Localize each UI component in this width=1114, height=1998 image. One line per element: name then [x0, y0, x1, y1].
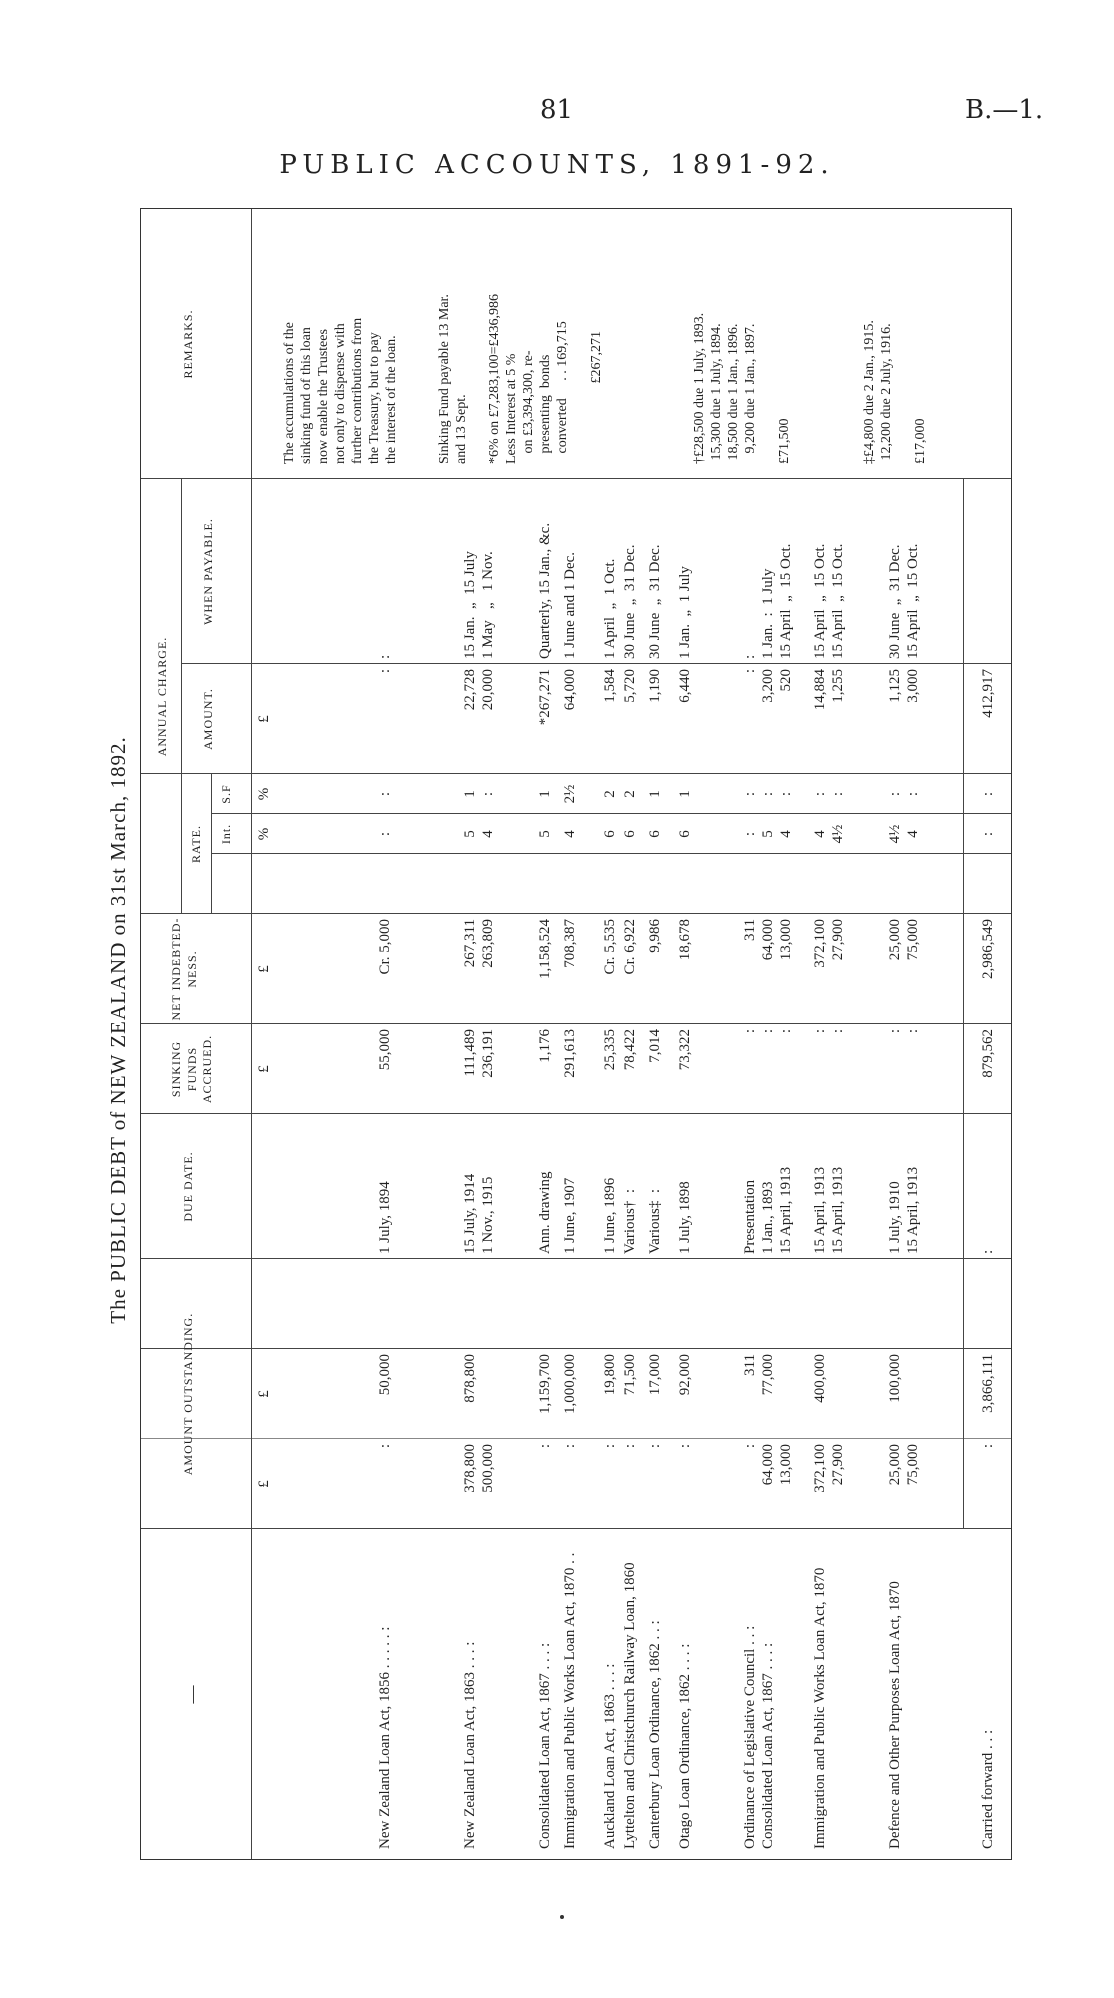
- row-net: 708,387: [562, 919, 578, 968]
- row-when: 1 April „ 1 Oct.: [602, 558, 618, 659]
- row-sf: : :: [812, 791, 846, 797]
- row-name: New Zealand Loan Act, 1863 . . . :: [462, 1641, 478, 1849]
- remark-2: Sinking Fund payable 13 Mar. and 13 Sept.: [437, 294, 469, 464]
- row-due: 1 July, 1910 15 April, 1913: [887, 1166, 921, 1254]
- row-int: :: [377, 831, 393, 837]
- remark-1: The accumulations of the sinking fund of this loan now enable the Trustees not only to dispense with further contributions from the Treasury, but to pay the interest of the loan.: [282, 317, 399, 464]
- row-int: 5 4: [462, 830, 496, 838]
- row-when: : 1 Jan. : 1 July 15 April „ 15 Oct.: [742, 543, 794, 659]
- row-net: 18,678: [677, 919, 693, 961]
- header-amount-outstanding: AMOUNT OUTSTANDING.: [181, 1312, 195, 1476]
- row-due: 15 April, 1913 15 April, 1913: [812, 1166, 846, 1254]
- unit-pound: £: [256, 1065, 272, 1073]
- row-outstanding: 400,000: [812, 1354, 828, 1403]
- header-amount: AMOUNT.: [201, 688, 215, 750]
- row-when: 1 June and 1 Dec.: [562, 551, 578, 659]
- row-name: Otago Loan Ordinance, 1862 . . . :: [677, 1643, 693, 1849]
- row-sinking: 1,176: [537, 1029, 553, 1063]
- row-sf: 1: [677, 790, 693, 798]
- header-loan: —: [182, 1684, 202, 1704]
- row-int: 5: [537, 830, 553, 838]
- header-net-indebtedness: NET INDEBTED-NESS.: [169, 917, 199, 1021]
- section-code: B.—1.: [965, 95, 1044, 125]
- row-sinking: : :: [887, 1029, 921, 1034]
- row-sf: : : :: [742, 791, 794, 797]
- row-due: Presentation 1 Jan., 1893 15 April, 1913: [742, 1166, 794, 1254]
- header-when-payable: WHEN PAYABLE.: [201, 518, 215, 625]
- row-sub: :: [677, 1444, 693, 1449]
- row-amount: :: [377, 669, 393, 674]
- row-sf: : :: [887, 791, 921, 797]
- row-sf: 1 :: [462, 790, 496, 798]
- row-amount: 22,728 20,000: [462, 669, 496, 711]
- unit-pound: £: [256, 965, 272, 973]
- row-net: Cr. 6,922: [622, 919, 638, 975]
- header-remarks: REMARKS.: [181, 309, 195, 379]
- row-name: New Zealand Loan Act, 1856 . . . . . :: [377, 1626, 393, 1849]
- row-due: 1 June, 1896: [602, 1177, 618, 1254]
- table-frame: [140, 208, 1012, 1860]
- row-amount: 5,720: [622, 669, 638, 703]
- row-outstanding: 878,800: [462, 1354, 478, 1403]
- row-sub: 372,100 27,900: [812, 1444, 846, 1493]
- row-name: Consolidated Loan Act, 1867 . . . :: [537, 1642, 553, 1849]
- row-sf: 1: [647, 790, 663, 798]
- row-amount: 1,125 3,000: [887, 669, 921, 703]
- row-name: Defence and Other Purposes Loan Act, 1870: [887, 1581, 903, 1849]
- row-net: Cr. 5,000: [377, 919, 393, 975]
- row-sub: :: [602, 1444, 618, 1449]
- public-debt-table: [100, 200, 1020, 1860]
- row-when: 30 June „ 31 Dec.: [647, 544, 663, 659]
- unit-pound: £: [256, 1480, 272, 1488]
- row-net: 25,000 75,000: [887, 919, 921, 961]
- row-amount: 1,584: [602, 669, 618, 703]
- row-amount: 1,190: [647, 669, 663, 703]
- row-outstanding: 50,000: [377, 1354, 393, 1396]
- row-when: 15 Jan. „ 15 July 1 May „ 1 Nov.: [462, 551, 496, 659]
- unit-pound: £: [256, 1390, 272, 1398]
- row-amount: 14,884 1,255: [812, 669, 846, 711]
- row-name: Immigration and Public Works Loan Act, 1870: [812, 1567, 828, 1849]
- row-when: 1 Jan. „ 1 July: [677, 566, 693, 659]
- stray-mark: [560, 1915, 564, 1919]
- table-title: The PUBLIC DEBT of NEW ZEALAND on 31st March, 1892.: [106, 736, 130, 1324]
- row-due: 1 July, 1898: [677, 1181, 693, 1254]
- row-int: 6: [677, 830, 693, 838]
- row-outstanding: 1,000,000: [562, 1354, 578, 1414]
- row-net: 311 64,000 13,000: [742, 919, 794, 961]
- row-int: 6: [622, 830, 638, 838]
- total-due: :: [980, 1249, 996, 1254]
- row-when: 30 June „ 31 Dec.: [622, 544, 638, 659]
- row-sub: :: [562, 1444, 578, 1449]
- rotated-table-container: [100, 200, 1020, 1860]
- row-amount: : 3,200 520: [742, 669, 794, 703]
- row-int: 4 4½: [812, 824, 846, 844]
- row-when: 30 June „ 31 Dec. 15 April „ 15 Oct.: [887, 543, 921, 659]
- row-int: 4: [562, 830, 578, 838]
- row-outstanding: 71,500: [622, 1354, 638, 1396]
- row-sinking: 291,613: [562, 1029, 578, 1078]
- row-sub: 25,000 75,000: [887, 1444, 921, 1486]
- row-due: Various† :: [622, 1189, 638, 1254]
- row-net: Cr. 5,535: [602, 919, 618, 975]
- row-amount: *267,271: [537, 669, 553, 726]
- row-sf: 2: [622, 790, 638, 798]
- row-sinking: : :: [812, 1029, 846, 1034]
- total-sf: :: [980, 791, 996, 797]
- row-amount: 6,440: [677, 669, 693, 703]
- total-name: Carried forward . . :: [980, 1729, 996, 1849]
- row-sub: 378,800 500,000: [462, 1444, 496, 1493]
- unit-percent: %: [256, 827, 272, 841]
- row-sf: 2½: [562, 784, 578, 804]
- total-sub: :: [980, 1444, 996, 1449]
- row-when: 15 April „ 15 Oct. 15 April „ 15 Oct.: [812, 543, 846, 659]
- row-due: Ann. drawing: [537, 1171, 553, 1254]
- row-amount: 64,000: [562, 669, 578, 711]
- page-number: 81: [540, 95, 574, 125]
- row-sinking: : : :: [742, 1029, 794, 1034]
- unit-pound: £: [256, 715, 272, 723]
- header-sinking-funds: SINKING FUNDS ACCRUED.: [169, 1034, 215, 1104]
- row-outstanding: 17,000: [647, 1354, 663, 1396]
- total-amount: 412,917: [980, 669, 996, 718]
- row-net: 1,158,524: [537, 919, 553, 979]
- row-outstanding: 1,159,700: [537, 1354, 553, 1414]
- row-int: : 5 4: [742, 830, 794, 838]
- row-sf: 2: [602, 790, 618, 798]
- row-name: Lyttelton and Christchurch Railway Loan, 1860: [622, 1562, 638, 1849]
- row-net: 9,986: [647, 919, 663, 953]
- total-outstanding: 3,866,111: [980, 1354, 996, 1413]
- remark-4: †£28,500 due 1 July, 1893. 15,300 due 1 July, 1894. 18,500 due 1 Jan., 1896. 9,200 due 1 Jan., 1897. £71,500: [692, 312, 792, 464]
- row-outstanding: 100,000: [887, 1354, 903, 1403]
- row-sf: 1: [537, 790, 553, 798]
- row-int: 4½ 4: [887, 824, 921, 844]
- row-outstanding: 92,000: [677, 1354, 693, 1396]
- row-name: Immigration and Public Works Loan Act, 1870 . .: [562, 1552, 578, 1849]
- row-due: 1 July, 1894: [377, 1181, 393, 1254]
- header-annual-charge: ANNUAL CHARGE.: [155, 636, 169, 757]
- row-name: Canterbury Loan Ordinance, 1862 . . :: [647, 1620, 663, 1849]
- header-sf: S.F: [219, 784, 233, 804]
- total-net: 2,986,549: [980, 919, 996, 979]
- row-sinking: 25,335: [602, 1029, 618, 1071]
- row-sinking: 7,014: [647, 1029, 663, 1063]
- row-sub: :: [622, 1444, 638, 1449]
- row-net: 372,100 27,900: [812, 919, 846, 968]
- row-sinking: 73,322: [677, 1029, 693, 1071]
- row-name: Ordinance of Legislative Council . . : Consolidated Loan Act, 1867 . . . :: [742, 1625, 776, 1849]
- row-name: Auckland Loan Act, 1863 . . . :: [602, 1663, 618, 1849]
- remark-3: *6% on £7,283,100=£436,986 Less Interest at 5 % on £3,394,300, re- presenting bonds converted . . 169,715 £267,271: [487, 293, 604, 464]
- row-outstanding: 311 77,000: [742, 1354, 776, 1396]
- unit-percent: %: [256, 787, 272, 801]
- row-due: 15 July, 1914 1 Nov., 1915: [462, 1173, 496, 1254]
- row-when: :: [377, 654, 393, 659]
- row-sf: :: [377, 791, 393, 797]
- header-due-date: DUE DATE.: [181, 1151, 195, 1222]
- row-due: 1 June, 1907: [562, 1177, 578, 1254]
- row-int: 6: [647, 830, 663, 838]
- total-sinking: 879,562: [980, 1029, 996, 1078]
- row-due: Various‡ :: [647, 1189, 663, 1254]
- header-int: Int.: [219, 823, 233, 845]
- total-int: :: [980, 831, 996, 837]
- row-sub: : 64,000 13,000: [742, 1444, 794, 1486]
- row-sub: :: [647, 1444, 663, 1449]
- row-sinking: 111,489 236,191: [462, 1029, 496, 1078]
- row-sinking: 55,000: [377, 1029, 393, 1071]
- header-rate: RATE.: [189, 825, 203, 863]
- row-outstanding: 19,800: [602, 1354, 618, 1396]
- page-heading: PUBLIC ACCOUNTS, 1891-92.: [279, 150, 835, 180]
- row-sub: :: [537, 1444, 553, 1449]
- remark-5: ‡£4,800 due 2 Jan., 1915. 12,200 due 2 July, 1916. £17,000: [862, 320, 928, 464]
- row-int: 6: [602, 830, 618, 838]
- row-net: 267,311 263,809: [462, 919, 496, 968]
- row-sinking: 78,422: [622, 1029, 638, 1071]
- row-when: Quarterly, 15 Jan., &c.: [537, 522, 553, 659]
- row-sub: :: [377, 1444, 393, 1449]
